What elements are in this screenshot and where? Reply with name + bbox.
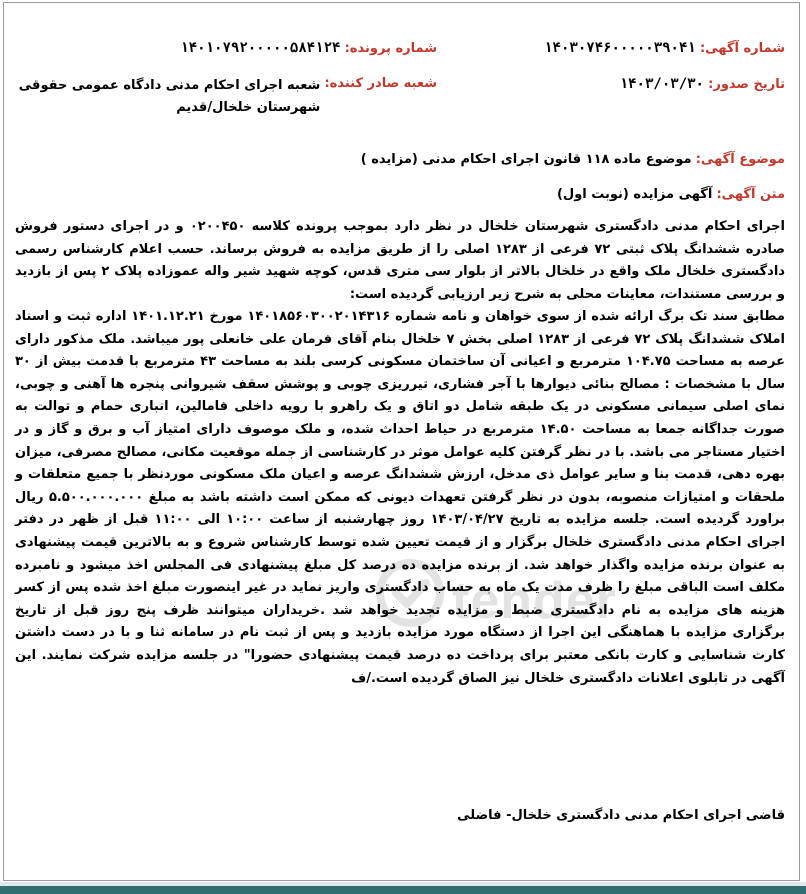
bottom-strip	[0, 882, 806, 894]
case-number-value: ۱۴۰۱۰۷۹۲۰۰۰۰۰۵۸۴۱۲۴	[180, 40, 341, 56]
issuer-label: شعبه صادر کننده:	[324, 76, 437, 91]
bottom-strip-highlight	[0, 882, 806, 886]
signature-line: قاضی اجرای احکام مدنی دادگستری خلخال- فاضلی	[457, 808, 785, 823]
subject-label: موضوع آگهی:	[695, 152, 785, 167]
document-frame	[3, 2, 800, 881]
ad-text-label: متن آگهی:	[716, 187, 785, 202]
ad-number-field	[544, 39, 785, 58]
ad-text-field	[557, 186, 785, 204]
issue-date-value: ۱۴۰۳/۰۳/۳۰	[619, 76, 704, 92]
watermark-text: tender	[452, 572, 617, 630]
case-number-label: شماره پرونده:	[344, 41, 437, 56]
subject-field	[361, 151, 785, 169]
ad-body-paragraph-2: مطابق سند تک برگ ارائه شده از سوی خواهان و نامه شماره ۱۴۰۱۸۵۶۰۳۰۰۲۰۱۴۳۱۶ مورخ ۱۴۰۱.۱۲.۲۱ اداره ثبت و اسناد املاک ششدانگ پلاک ۷۲ فرعی از ۱۲۸۳ اصلی بخش ۷ خلخال بنام آقای فرمان علی خانعلی پور میباشد. ملک مذکور دارای عرصه به مساحت ۱۰۴.۷۵ مترمربع و اعیانی آن ساختمان مسکونی کرسی بلند به مساحت ۴۳ مترمربع با قدمت بیش از ۳۰ سال با مشخصات : مصالح بنائی دیوارها با آجر فشاری، تیرریزی چوبی و پوشش سقف شیروانی پنجره ها آهنی و چوبی، نمای اصلی سیمانی مسکونی در یک طبقه شامل دو اتاق و یک راهرو با رویه داخلی فامالین، انباری حمام و توالت به صورت جداگانه جمعا به مساحت ۱۴.۵۰ مترمربع در حیاط احداث شده، و ملک موصوف دارای امتیاز آب و برق و گاز و در اختیار مستاجر می باشد. با در نظر گرفتن کلیه عوامل موثر در کارشناسی از جمله موقعیت مکانی، مصالح مصرفی، میزان بهره دهی، قدمت بنا و سایر عوامل ذی مدخل، ارزش ششدانگ عرصه و اعیان ملک مسکونی موردنظر با جمیع متعلقات و ملحقات و امتیازات منصوبه، بدون در نظر گرفتن تعهدات دیونی که ممکن است داشته باشد به مبلغ ۵.۵۰۰.۰۰۰.۰۰۰ ریال براورد گردیده است. جلسه مزایده به تاریخ ۱۴۰۳/۰۴/۲۷ روز چهارشنبه از ساعت ۱۰:۰۰ الی ۱۱:۰۰ قبل از ظهر در دفتر اجرای احکام مدنی دادگستری خلخال برگزار و از قیمت تعیین شده توسط کارشناس شروع و به بالاترین قیمت پیشنهادی به عنوان برنده مزایده واگذار خواهد شد. از برنده مزایده ده درصد کل مبلغ پیشنهادی فی المجلس اخذ میشود و نامبرده مکلف است الباقی مبلغ را ظرف مدت یک ماه به حساب دادگستری واریز نماید در غیر اینصورت مبلغ اخذ شده پس از کسر هزینه های مزایده به نام دادگستری ضبط و مزایده تجدید خواهد شد .خریداران میتوانند ظرف پنج روز قبل از تاریخ برگزاری مزایده با هماهنگی این اجرا از دستگاه مورد مزایده بازدید و پس از ثبت نام در سامانه ثنا و با در دست داشتن کارت شناسایی و کارت بانکی معتبر برای پرداخت ده درصد قیمت پیشنهادی حضورا" در جلسه مزایده شرکت نمایند. این آگهی در تابلوی اعلانات دادگستری خلخال نیز الصاق گردیده است./ف	[15, 309, 786, 686]
issuer-field	[0, 75, 437, 119]
ad-number-value: ۱۴۰۳۰۷۴۶۰۰۰۰۰۳۹۰۴۱	[544, 40, 696, 56]
subject-value: موضوع ماده ۱۱۸ قانون اجرای احکام مدنی (مزایده )	[360, 152, 692, 167]
ad-body-paragraph-1: اجرای احکام مدنی دادگستری شهرستان خلخال در نظر دارد بموجب پرونده کلاسه ۰۲۰۰۴۵۰ و در اجرای دستور فروش صادره ششدانگ پلاک ثبتی ۷۲ فرعی از ۱۲۸۳ اصلی را از طریق مزایده به فروش برساند. حسب اعلام کارشناس رسمی دادگستری خلخال ملک واقع در خلخال بالاتر از بلوار سی متری قدس، کوچه شهید شیر واله عموزاده پلاک ۲ پس از بازدید و بررسی مستندات، معاینات محلی به شرح زیر ارزیابی گردیده است:	[15, 219, 785, 302]
issue-date-label: تاریخ صدور:	[708, 77, 785, 92]
issuer-value: شعبه اجرای احکام مدنی دادگاه عمومی حقوقی شهرستان خلخال/قدیم	[18, 78, 321, 115]
issue-date-field	[620, 75, 785, 94]
ad-text-title: آگهی مزایده (نوبت اول)	[556, 187, 713, 202]
case-number-field	[180, 39, 437, 58]
ad-number-label: شماره آگهی:	[699, 41, 785, 56]
